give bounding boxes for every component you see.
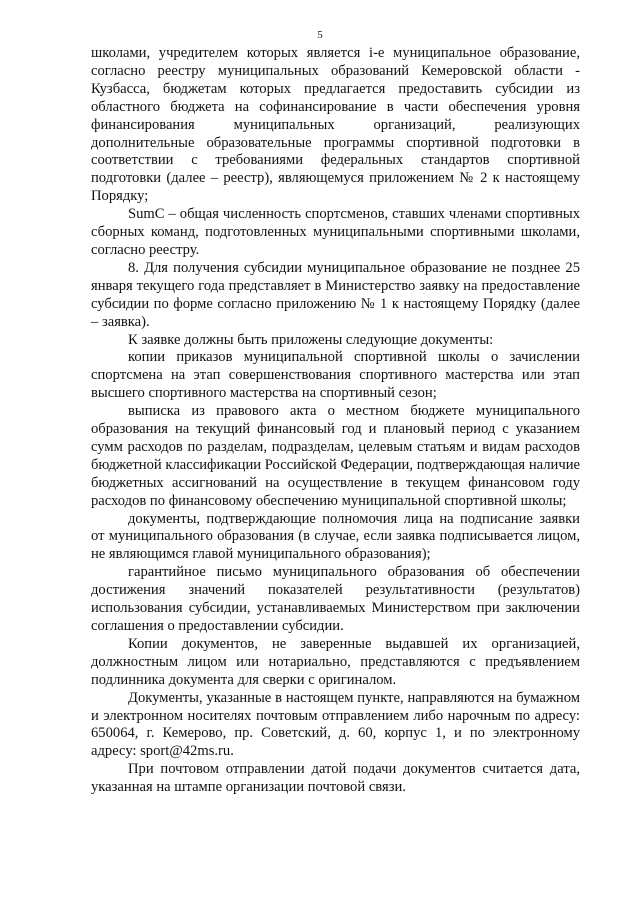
- paragraph-guarantee-letter: гарантийное письмо муниципального образования об обеспечении достижения значений показателей результативности (результатов) использования субсидии, устанавливаемых Министерством при заключении соглашения о предоставлении субсидии.: [91, 564, 580, 634]
- paragraph-clause-8: 8. Для получения субсидии муниципальное образование не позднее 25 января текущего года представляет в Министерство заявку на предоставление субсидии по форме согласно приложению № 1 к настоящему Порядку (далее – заявка).: [91, 259, 580, 330]
- paragraph-sumc-definition: SumC – общая численность спортсменов, ставших членами спортивных сборных команд, подготовленных муниципальными спортивными школами, согласно реестру.: [91, 206, 580, 258]
- paragraph-enrollment-orders: копии приказов муниципальной спортивной школы о зачислении спортсмена на этап совершенствования спортивного мастерства или этап высшего спортивного мастерства на спортивный сезон;: [91, 349, 580, 402]
- paragraph-submission-address: Документы, указанные в настоящем пункте, направляются на бумажном и электронном носителях почтовым отправлением либо нарочным по адресу: 650064, г. Кемерово, пр. Советский, д. 60, корпус 1, и по электронному адресу: sport@42ms.ru.: [91, 689, 580, 760]
- paragraph-reestr-definition: школами, учредителем которых является i-е муниципальное образование, согласно реестру муниципальных образований Кемеровской области - Кузбасса, бюджетам которых предлагается предоставить субсидии из областного бюджета на софинансирование в части обеспечения уровня финансирования муниципальных организаций, реализующих дополнительные образовательные программы спортивной подготовки в соответствии с требованиями федеральных стандартов спортивной подготовки (далее – реестр), являющемуся приложением № 2 к настоящему Порядку;: [91, 45, 580, 205]
- paragraph-authority-documents: документы, подтверждающие полномочия лица на подписание заявки от муниципального образования (в случае, если заявка подписывается лицом, не являющимся главой муниципального образования);: [91, 510, 580, 563]
- page-number: 5: [317, 29, 323, 41]
- paragraph-document-copies: Копии документов, не заверенные выдавшей их организацией, должностным лицом или нотариально, представляются с предъявлением подлинника документа для сверки с оригиналом.: [91, 635, 580, 688]
- paragraph-documents-intro: К заявке должны быть приложены следующие документы:: [128, 331, 494, 348]
- paragraph-postal-date: При почтовом отправлении датой подачи документов считается дата, указанная на штампе организации почтовой связи.: [91, 761, 580, 796]
- document-body: [91, 45, 580, 797]
- paragraph-budget-extract: выписка из правового акта о местном бюджете муниципального образования на текущий финансовый год и плановый период с указанием сумм расходов по разделам, подразделам, целевым статьям и видам расходов бюджетной классификации Российской Федерации, подтверждающая наличие бюджетных ассигнований на осуществление в текущем финансовом году расходов по финансовому обеспечению муниципальной спортивной школы;: [91, 403, 580, 509]
